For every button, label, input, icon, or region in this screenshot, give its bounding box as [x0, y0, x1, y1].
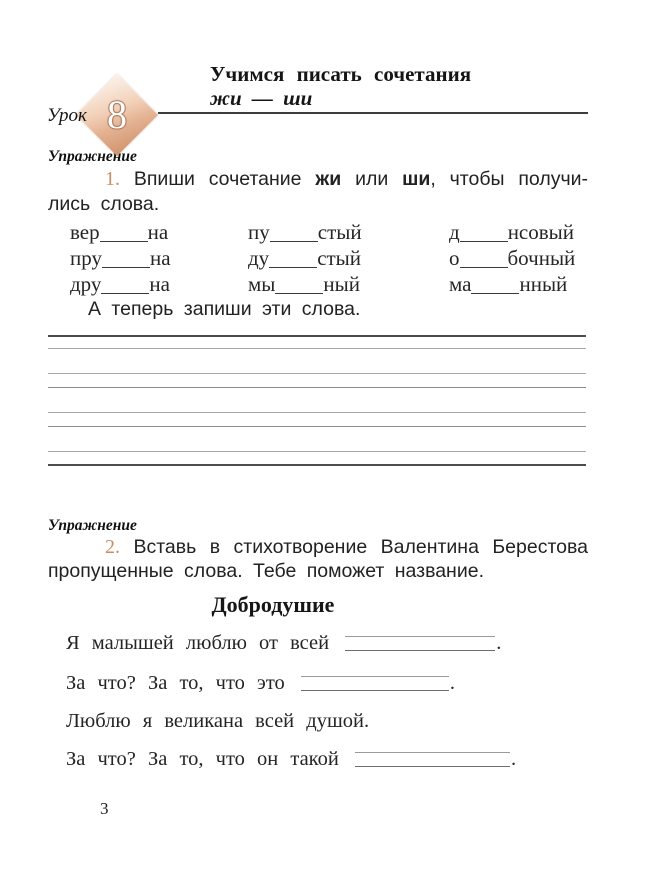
word-prefix: ма — [449, 272, 472, 296]
word-suffix: нный — [519, 272, 568, 296]
poem-title: Добродушие — [211, 592, 335, 617]
word-item — [70, 245, 248, 271]
word-item — [248, 245, 449, 271]
word-blank-input[interactable] — [460, 239, 508, 242]
word-prefix: вер — [70, 220, 100, 244]
poem-punct: . — [449, 672, 456, 694]
word-blank-input[interactable] — [102, 265, 150, 268]
exercise1-text-seg3: , чтобы получи- — [430, 168, 589, 190]
poem-text: За что? За то, что это — [66, 672, 285, 694]
poem-line — [66, 710, 369, 733]
word-item — [449, 245, 590, 271]
word-item — [70, 219, 248, 245]
exercise1-instruction-line1 — [105, 168, 588, 191]
word-suffix: на — [149, 246, 171, 270]
writing-line[interactable] — [48, 412, 586, 413]
word-suffix: на — [149, 272, 170, 296]
exercise1-bold-shi: ши — [402, 168, 431, 190]
exercise2-instruction-line2: пропущенные слова. Тебе поможет название. — [48, 560, 484, 582]
word-prefix: пу — [248, 220, 270, 244]
lesson-number-diamond — [76, 74, 158, 156]
word-blank-input[interactable] — [101, 291, 149, 294]
writing-line[interactable] — [48, 451, 586, 452]
exercise2-instruction-line1 — [105, 536, 588, 559]
exercise1-number: 1. — [105, 168, 120, 190]
page-subtitle: жи — ши — [210, 86, 313, 110]
word-suffix: на — [147, 220, 169, 244]
poem-blank-input[interactable] — [345, 636, 495, 651]
poem-text: За что? За то, что он такой — [66, 748, 339, 770]
word-prefix: мы — [248, 272, 276, 296]
word-suffix: ный — [323, 272, 360, 296]
exercise2-number: 2. — [105, 536, 120, 558]
word-prefix: д — [449, 220, 460, 244]
word-blank-input[interactable] — [471, 291, 519, 294]
word-blank-input[interactable] — [269, 265, 317, 268]
word-fill-grid — [70, 219, 590, 297]
word-row — [70, 219, 590, 245]
poem-line — [66, 672, 455, 695]
poem-text: Я малышей люблю от всей — [66, 632, 330, 654]
word-suffix: нсовый — [507, 220, 575, 244]
poem-blank-input[interactable] — [355, 752, 510, 767]
writing-line[interactable] — [48, 373, 586, 374]
word-prefix: ду — [248, 246, 270, 270]
word-prefix: о — [449, 246, 460, 270]
word-item — [449, 219, 590, 245]
exercise1-label: Упражнение — [48, 148, 137, 165]
lesson-number: 8 — [107, 92, 127, 137]
word-item — [248, 271, 449, 297]
writing-line[interactable] — [48, 387, 586, 388]
exercise1-text-seg2: или — [355, 168, 389, 190]
exercise1-instruction-line2: лись слова. — [48, 193, 160, 215]
word-prefix: пру — [70, 246, 102, 270]
word-row — [70, 271, 590, 297]
exercise2-label: Упражнение — [48, 517, 137, 534]
writing-line[interactable] — [48, 335, 586, 337]
lesson-label: Урок — [47, 105, 87, 126]
poem-line — [66, 632, 501, 655]
word-suffix: бочный — [507, 246, 576, 270]
writing-line[interactable] — [48, 348, 586, 349]
poem-punct: . — [496, 632, 502, 654]
poem-blank-input[interactable] — [301, 676, 449, 691]
header-divider — [158, 112, 588, 114]
word-item — [449, 271, 590, 297]
word-suffix: стый — [317, 220, 362, 244]
page-number: 3 — [100, 799, 109, 818]
exercise1-text-seg1: Впиши сочетание — [133, 168, 302, 190]
page-title: Учимся писать сочетания — [210, 62, 472, 86]
word-prefix: дру — [70, 272, 102, 296]
writing-line[interactable] — [48, 426, 586, 427]
exercise2-text-line1: Вставь в стихотворение Валентина Берестова — [133, 536, 588, 558]
word-blank-input[interactable] — [460, 265, 508, 268]
writing-line[interactable] — [48, 464, 586, 466]
word-item — [248, 219, 449, 245]
word-item — [70, 271, 248, 297]
exercise1-followup: А теперь запиши эти слова. — [88, 298, 361, 320]
word-suffix: стый — [317, 246, 362, 270]
word-blank-input[interactable] — [100, 239, 148, 242]
word-row — [70, 245, 590, 271]
poem-line — [66, 748, 516, 771]
word-blank-input[interactable] — [275, 291, 323, 294]
poem-punct: . — [510, 748, 517, 770]
poem-text: Люблю я великана всей душой. — [66, 710, 370, 732]
word-blank-input[interactable] — [270, 239, 318, 242]
exercise1-bold-zhi: жи — [315, 168, 342, 190]
